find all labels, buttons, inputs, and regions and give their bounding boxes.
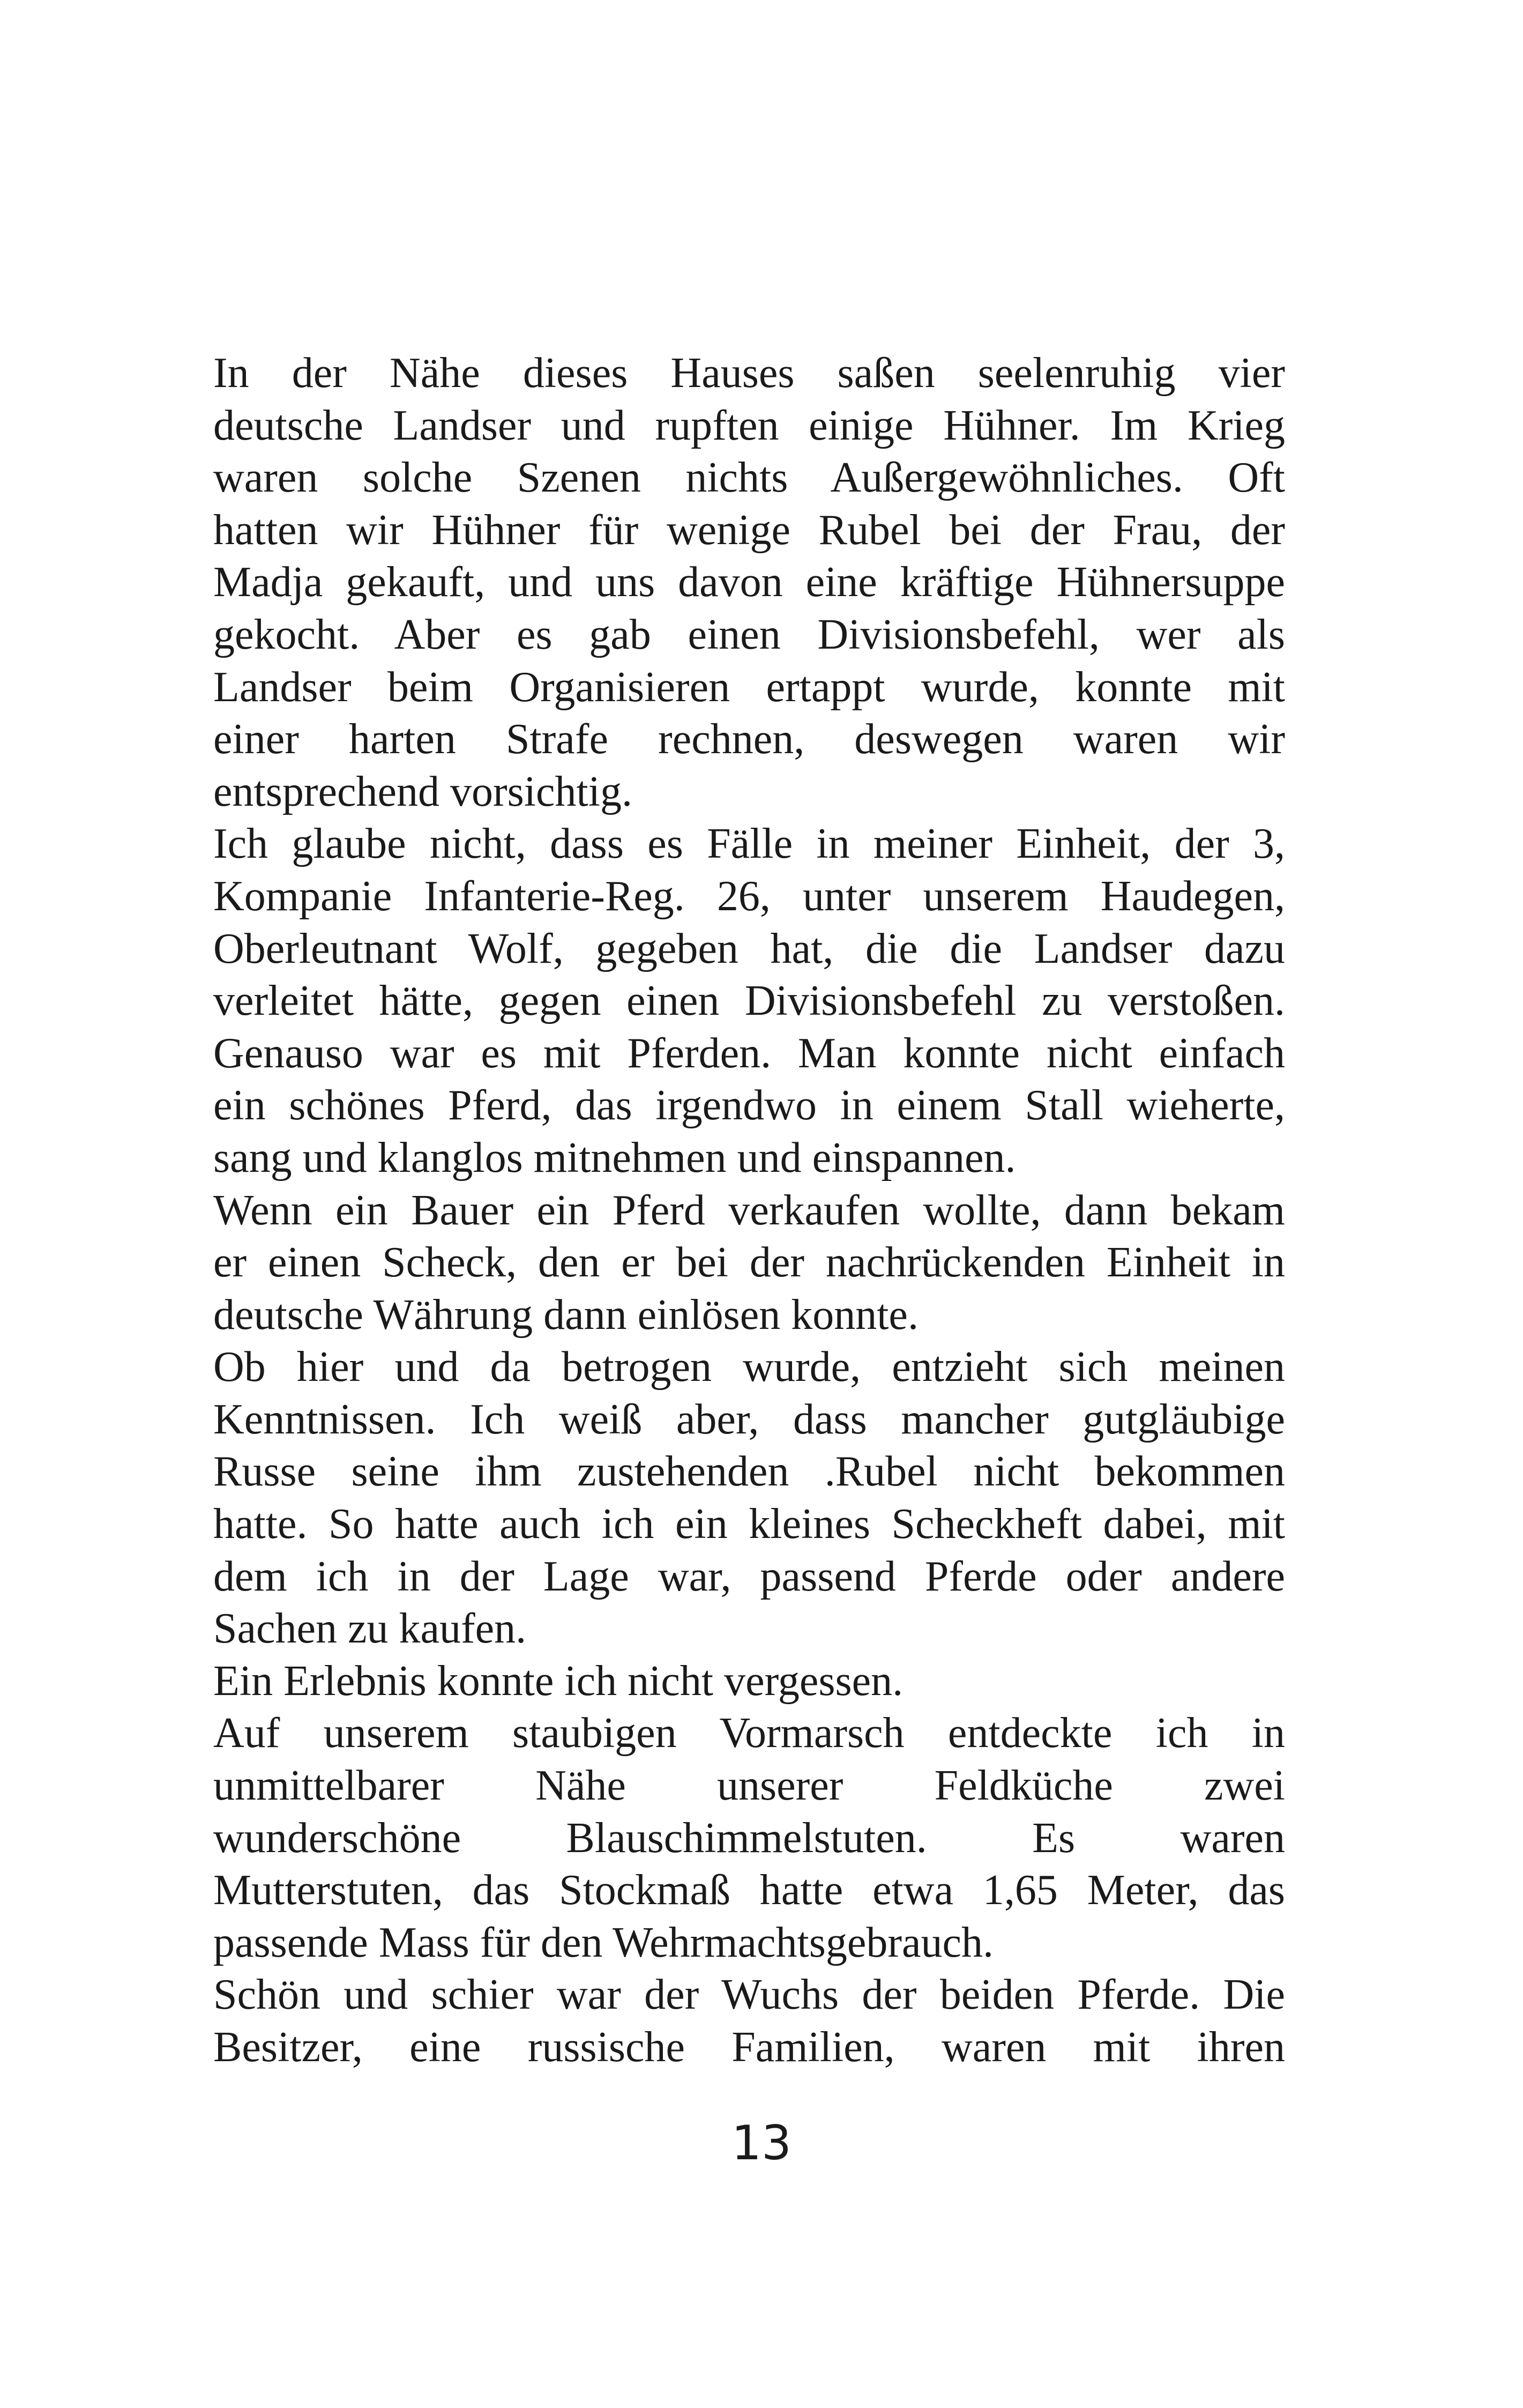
text-line: Kenntnissen. Ich weiß aber, dass mancher gutgläubige	[213, 1395, 1285, 1443]
text-line: ein schönes Pferd, das irgendwo in einem Stall wieherte,	[213, 1082, 1285, 1129]
text-line: verleitet hätte, gegen einen Divisionsbefehl zu verstoßen.	[213, 977, 1285, 1025]
text-line: hatten wir Hühner für wenige Rubel bei der Frau, der	[213, 506, 1285, 554]
text-line: unmittelbarer Nähe unserer Feldküche zwei	[213, 1762, 1285, 1810]
text-line: hatte. So hatte auch ich ein kleines Scheckheft dabei, mit	[213, 1500, 1285, 1548]
text-line: Auf unserem staubigen Vormarsch entdeckte ich in	[213, 1710, 1285, 1757]
paragraph	[213, 1185, 1285, 1342]
paragraph	[213, 1341, 1285, 1655]
paragraph	[213, 1969, 1285, 2073]
text-line: er einen Scheck, den er bei der nachrückenden Einheit in	[213, 1239, 1285, 1287]
body-text	[213, 347, 1285, 2074]
page-number: 13	[731, 2115, 792, 2171]
text-line: deutsche Währung dann einlösen konnte.	[213, 1291, 919, 1339]
paragraph	[213, 1655, 1285, 1708]
text-line: Ich glaube nicht, dass es Fälle in meiner Einheit, der 3,	[213, 820, 1285, 868]
text-line: Russe seine ihm zustehenden .Rubel nicht bekommen	[213, 1448, 1285, 1496]
text-line: Schön und schier war der Wuchs der beiden Pferde. Die	[213, 1971, 1285, 2019]
text-line: deutsche Landser und rupften einige Hühner. Im Krieg	[213, 402, 1285, 449]
paragraph	[213, 347, 1285, 818]
text-line: Ein Erlebnis konnte ich nicht vergessen.	[213, 1657, 904, 1705]
text-line: Genauso war es mit Pferden. Man konnte nicht einfach	[213, 1029, 1285, 1077]
text-line: Sachen zu kaufen.	[213, 1605, 527, 1653]
text-line: In der Nähe dieses Hauses saßen seelenruhig vier	[213, 350, 1285, 397]
text-line: Mutterstuten, das Stockmaß hatte etwa 1,65 Meter, das	[213, 1867, 1285, 1914]
text-line: passende Mass für den Wehrmachtsgebrauch.	[213, 1919, 994, 1966]
text-line: gekocht. Aber es gab einen Divisionsbefehl, wer als	[213, 611, 1285, 658]
text-line: dem ich in der Lage war, passend Pferde oder andere	[213, 1552, 1285, 1600]
text-line: Wenn ein Bauer ein Pferd verkaufen wollte, dann bekam	[213, 1186, 1285, 1234]
text-line: entsprechend vorsichtig.	[213, 768, 632, 815]
text-line: waren solche Szenen nichts Außergewöhnliches. Oft	[213, 454, 1285, 502]
text-line: wunderschöne Blauschimmelstuten. Es waren	[213, 1814, 1285, 1862]
text-line: Oberleutnant Wolf, gegeben hat, die die Landser dazu	[213, 925, 1285, 972]
text-line: Madja gekauft, und uns davon eine kräftige Hühnersuppe	[213, 559, 1285, 606]
text-line: sang und klanglos mitnehmen und einspannen.	[213, 1134, 1016, 1181]
text-line: Kompanie Infanterie-Reg. 26, unter unserem Haudegen,	[213, 872, 1285, 920]
paragraph	[213, 818, 1285, 1184]
text-line: Landser beim Organisieren ertappt wurde, konnte mit	[213, 663, 1285, 711]
paragraph	[213, 1707, 1285, 1969]
text-line: Ob hier und da betrogen wurde, entzieht sich meinen	[213, 1343, 1285, 1391]
text-line: Besitzer, eine russische Familien, waren mit ihren	[213, 2024, 1285, 2071]
text-line: einer harten Strafe rechnen, deswegen waren wir	[213, 716, 1285, 763]
